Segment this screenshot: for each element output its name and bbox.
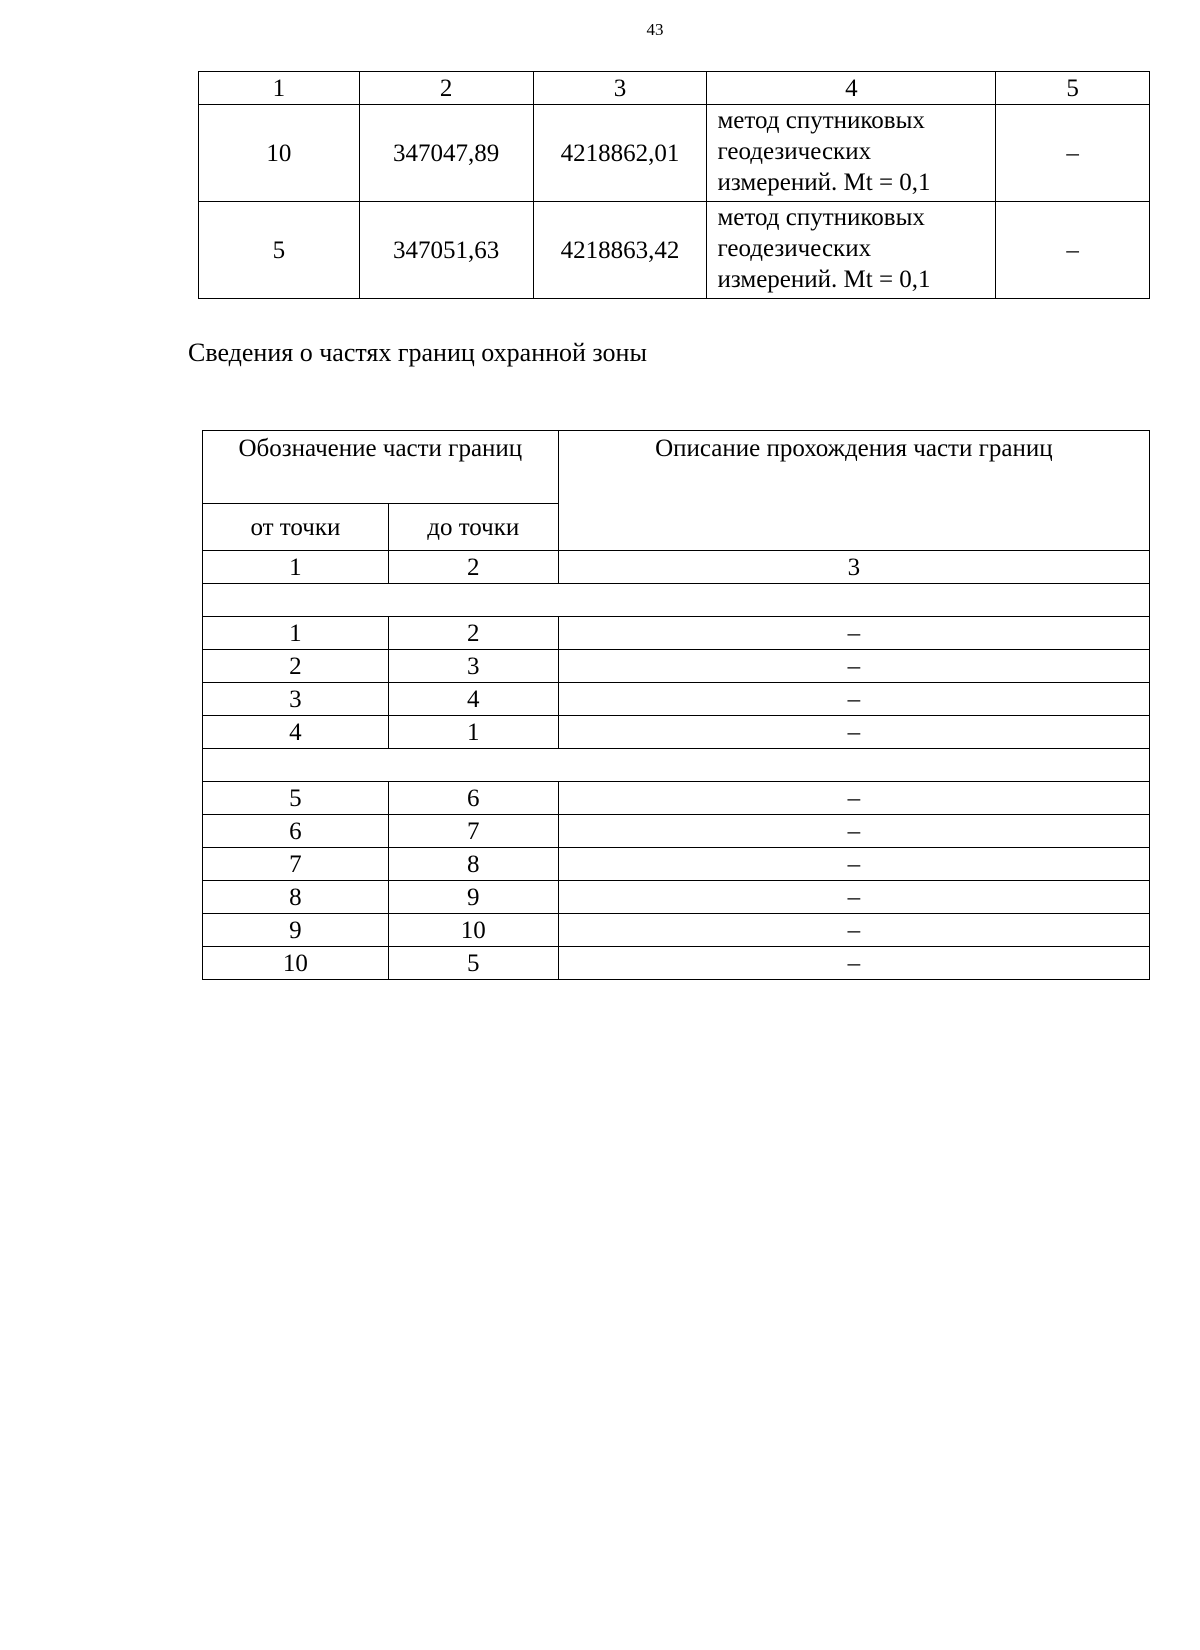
from-point: 7 <box>203 848 389 881</box>
from-point: 5 <box>203 782 389 815</box>
column-number: 5 <box>996 72 1150 105</box>
method-line: геодезических <box>717 138 872 165</box>
table-row <box>203 881 1150 914</box>
table-row <box>203 617 1150 650</box>
from-point: 9 <box>203 914 389 947</box>
boundary-parts-table <box>202 430 1150 980</box>
boundary-description: – <box>558 815 1149 848</box>
table-row <box>203 914 1150 947</box>
column-number: 2 <box>388 551 558 584</box>
to-point: 5 <box>388 947 558 980</box>
note-cell: – <box>996 105 1150 202</box>
group-separator <box>203 584 1150 617</box>
method-description <box>707 202 996 299</box>
table-row <box>203 848 1150 881</box>
boundary-description: – <box>558 947 1149 980</box>
boundary-description: – <box>558 716 1149 749</box>
coordinate-y: 4218863,42 <box>533 202 707 299</box>
coordinate-x: 347051,63 <box>359 202 533 299</box>
coordinates-table <box>198 71 1150 299</box>
to-point: 7 <box>388 815 558 848</box>
designation-header: Обозначение части границ <box>203 431 559 504</box>
table-row <box>203 716 1150 749</box>
to-point-header: до точки <box>388 504 558 551</box>
to-point: 3 <box>388 650 558 683</box>
parts-header-row <box>203 431 1150 504</box>
table-row <box>203 650 1150 683</box>
column-number: 4 <box>707 72 996 105</box>
to-point: 4 <box>388 683 558 716</box>
method-line: геодезических <box>717 235 872 262</box>
table-row <box>203 947 1150 980</box>
method-line: метод спутниковых <box>717 204 925 231</box>
from-point: 2 <box>203 650 389 683</box>
from-point: 4 <box>203 716 389 749</box>
description-header: Описание прохождения части границ <box>558 431 1149 551</box>
section-title: Сведения о частях границ охранной зоны <box>188 338 647 367</box>
to-point: 6 <box>388 782 558 815</box>
note-cell: – <box>996 202 1150 299</box>
from-point: 6 <box>203 815 389 848</box>
to-point: 9 <box>388 881 558 914</box>
table-row <box>199 202 1150 299</box>
from-point: 3 <box>203 683 389 716</box>
method-line: метод спутниковых <box>717 107 925 134</box>
boundary-description: – <box>558 914 1149 947</box>
to-point: 10 <box>388 914 558 947</box>
from-point-header: от точки <box>203 504 389 551</box>
boundary-description: – <box>558 848 1149 881</box>
from-point: 1 <box>203 617 389 650</box>
method-line: измерений. Mt = 0,1 <box>717 266 931 293</box>
column-numbers-row <box>203 551 1150 584</box>
column-number: 3 <box>558 551 1149 584</box>
to-point: 1 <box>388 716 558 749</box>
column-number: 1 <box>203 551 389 584</box>
column-number: 2 <box>359 72 533 105</box>
group-separator-row <box>203 749 1150 782</box>
coordinates-header-row <box>199 72 1150 105</box>
table-row <box>203 683 1150 716</box>
table-row <box>199 105 1150 202</box>
group-separator-row <box>203 584 1150 617</box>
method-line: измерений. Mt = 0,1 <box>717 169 931 196</box>
column-number: 1 <box>199 72 360 105</box>
boundary-description: – <box>558 782 1149 815</box>
from-point: 8 <box>203 881 389 914</box>
to-point: 8 <box>388 848 558 881</box>
coordinate-y: 4218862,01 <box>533 105 707 202</box>
page-number: 43 <box>646 20 664 39</box>
point-number: 10 <box>199 105 360 202</box>
column-number: 3 <box>533 72 707 105</box>
table-row <box>203 815 1150 848</box>
to-point: 2 <box>388 617 558 650</box>
table-row <box>203 782 1150 815</box>
boundary-description: – <box>558 650 1149 683</box>
coordinate-x: 347047,89 <box>359 105 533 202</box>
method-description <box>707 105 996 202</box>
point-number: 5 <box>199 202 360 299</box>
from-point: 10 <box>203 947 389 980</box>
group-separator <box>203 749 1150 782</box>
boundary-description: – <box>558 617 1149 650</box>
boundary-description: – <box>558 683 1149 716</box>
boundary-description: – <box>558 881 1149 914</box>
